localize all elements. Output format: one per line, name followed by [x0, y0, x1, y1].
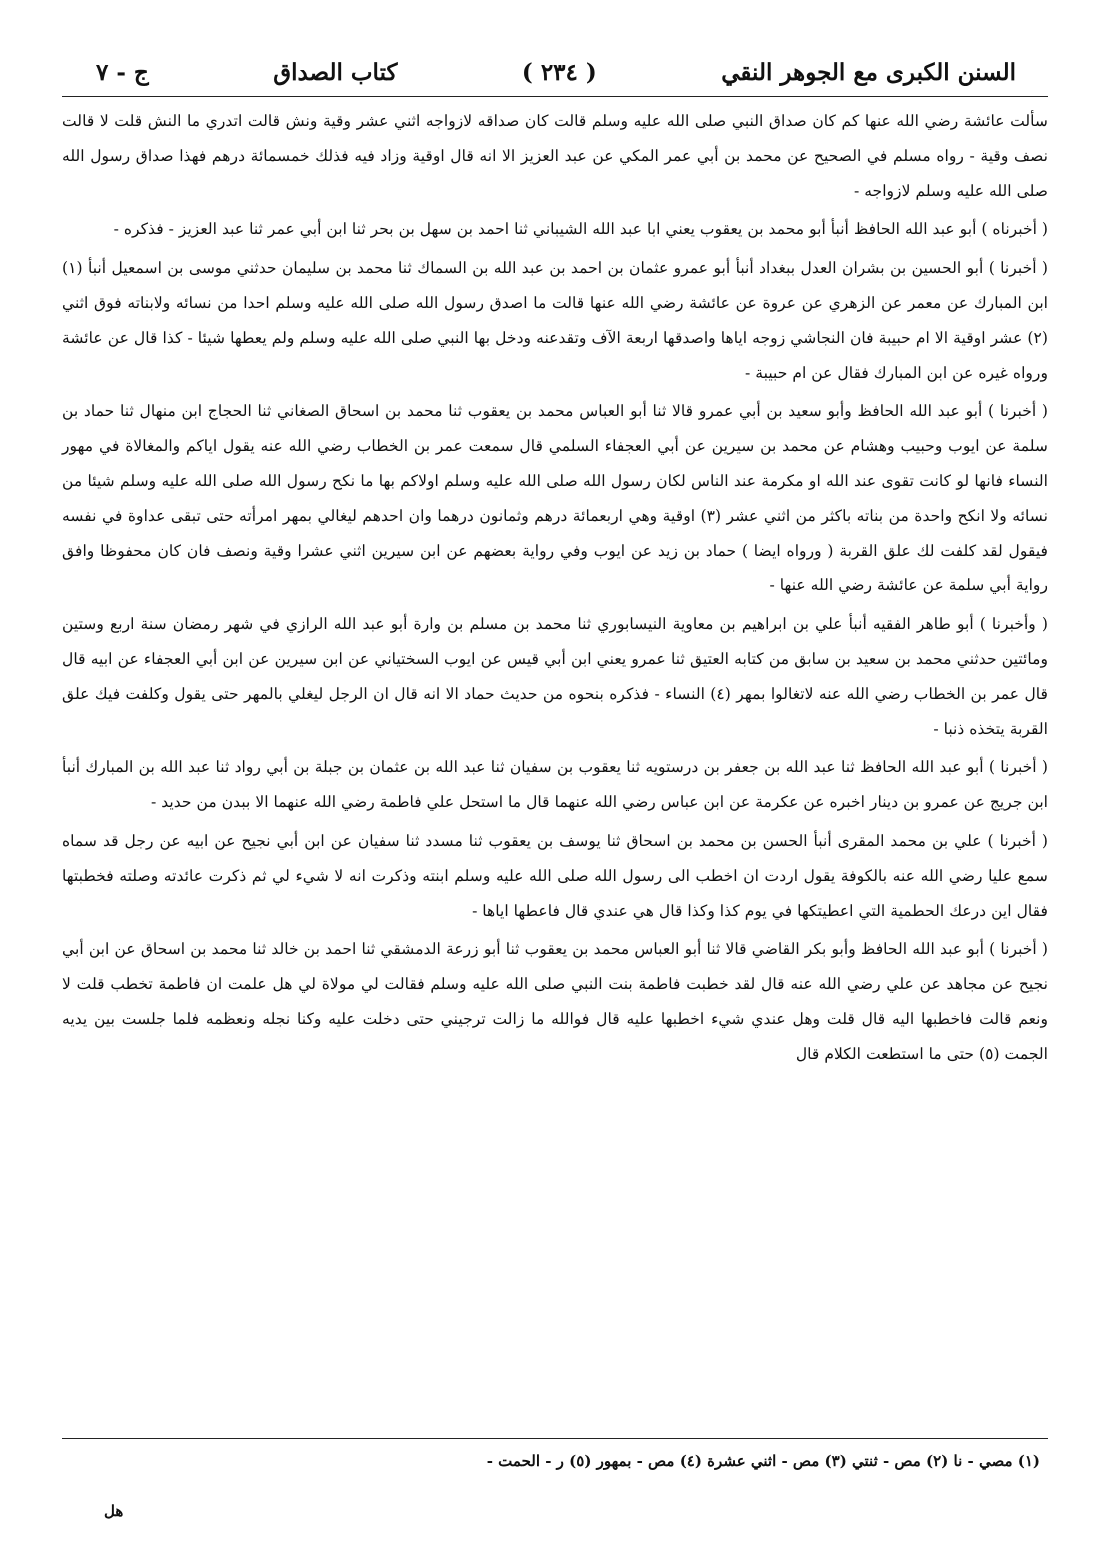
paragraph: سألت عائشة رضي الله عنها كم كان صداق النبي صلى الله عليه وسلم قالت كان صداقه لازواجه اثني عشر وقية ونش قالت اتدري ما النش قلت لا قالت نصف وقية - رواه مسلم في الصحيح عن محمد بن أبي عمر المكي عن عبد العزيز الا انه قال اوقية وزاد فيه فذلك خمسمائة درهم فهذا صداق رسول الله صلى الله عليه وسلم لازواجه -: [62, 112, 1048, 200]
paragraph: ( أخبرنا ) أبو الحسين بن بشران العدل ببغداد أنبأ أبو عمرو عثمان بن احمد بن عبد الله بن السماك ثنا محمد بن سليمان حدثني موسى بن اسمعيل أنبأ (١) ابن المبارك عن معمر عن الزهري عن عروة عن عائشة رضي الله عنها قالت ما اصدق رسول الله صلى الله عليه وسلم احدا من نسائه ولابناته فوق اثني (٢) عشر اوقية الا ام حبيبة فان النجاشي زوجه اياها واصدقها اربعة الآف وتقدعنه ودخل بها النبي صلى الله عليه وسلم ولم يعطها شيئا - كذا قال عن عائشة ورواه غيره عن ابن المبارك فقال عن ام حبيبة -: [62, 259, 1048, 382]
paragraph: ( أخبرنا ) علي بن محمد المقرى أنبأ الحسن بن محمد بن اسحاق ثنا يوسف بن يعقوب ثنا مسدد ثنا سفيان عن ابن أبي نجيح عن ابيه عن رجل قد سماه سمع عليا رضي الله عنه بالكوفة يقول اردت ان اخطب الى رسول الله صلى الله عليه وسلم ابنته وذكرت انه لا شيء لي ثم ذكرت عائدته وصلته فخطبتها فقال اين درعك الحطمية التي اعطيتكها في يوم كذا وكذا قال هي عندي قال فاعطها اياها -: [62, 831, 1048, 920]
page-number: ( ٢٣٤ ): [521, 58, 597, 86]
book-title: السنن الكبرى مع الجوهر النقي: [721, 58, 1016, 86]
footnote-divider: [62, 1438, 1048, 1439]
catchword: هل: [104, 1502, 124, 1520]
chapter-title: كتاب الصداق: [273, 58, 398, 86]
paragraph: ( أخبرنا ) أبو عبد الله الحافظ وأبو سعيد بن أبي عمرو قالا ثنا أبو العباس محمد بن يعقوب ثنا محمد بن اسحاق الصغاني ثنا الحجاج ابن منهال ثنا حماد بن سلمة عن ايوب وحبيب وهشام عن محمد بن سيرين عن أبي العجفاء السلمي قال سمعت عمر بن الخطاب رضي الله عنه يقول اياكم والمغالاة في مهور النساء فانها لو كانت تقوى عند الله او مكرمة عند الناس لكان رسول الله صلى الله عليه وسلم اولاكم بها ما نكح رسول الله صلى الله عليه وسلم شيئا من نسائه ولا انكح واحدة من بناته باكثر من اثني عشر (٣) اوقية وهي اربعمائة درهم وثمانون درهما وان احدهم ليغالي بمهر امرأته حتى تبقى عداوة في نفسه فيقول لقد كلفت لك علق القربة ( ورواه ايضا ) حماد بن زيد عن ايوب وفي رواية بعضهم عن ابن سيرين اثني عشرا وقية ونصف فان كان محفوظا وافق رواية أبي سلمة عن عائشة رضي الله عنها -: [62, 402, 1049, 595]
main-text: [62, 104, 1048, 1072]
header-divider: [62, 96, 1048, 97]
paragraph: ( أخبرناه ) أبو عبد الله الحافظ أنبأ أبو محمد بن يعقوب يعني ابا عبد الله الشيباني ثنا احمد بن سهل بن بحر ثنا ابن أبي عمر ثنا عبد العزيز - فذكره -: [113, 220, 1048, 239]
footnotes: (١) مصي - نا (٢) مص - ثنتي (٣) مص - اثني عشرة (٤) مص - بمهور (٥) ر - الحمت -: [486, 1452, 1040, 1470]
volume-number: ج - ٧: [96, 58, 149, 86]
paragraph: ( أخبرنا ) أبو عبد الله الحافظ وأبو بكر القاضي قالا ثنا أبو العباس محمد بن يعقوب ثنا أبو زرعة الدمشقي ثنا احمد بن خالد ثنا محمد بن اسحاق عن ابن أبي نجيح عن مجاهد عن علي رضي الله عنه قال لقد خطبت فاطمة بنت النبي صلى الله عليه وسلم فقالت لي مولاة لي هل علمت ان فاطمة تخطب قلت لا ونعم قالت فاخطبها اليه قال قلت وهل عندي شيء اخطبها عليه قال فوالله ما زالت ترجيني حتى دخلت عليه وكنا نجله ونعظمه فلما جلست بين يديه الجمت (٥) حتى ما استطعت الكلام قال: [62, 940, 1048, 1063]
running-header: [96, 52, 1016, 92]
paragraph: ( وأخبرنا ) أبو طاهر الفقيه أنبأ علي بن ابراهيم بن معاوية النيسابوري ثنا محمد بن مسلم بن وارة أبو عبد الله الرازي في شهر رمضان سنة اربع وستين ومائتين حدثني محمد بن سعيد بن سابق من كتابه العتيق ثنا عمرو يعني ابن أبي قيس عن ايوب السختياني عن ابن سيرين عن ابن أبي العجفاء عن ابيه قال قال عمر بن الخطاب رضي الله عنه لاتغالوا بمهر (٤) النساء - فذكره بنحوه من حديث حماد الا انه قال ان الرجل ليغلي بالمهر حتى يقول وكلفت فيك علق القربة يتخذه ذنبا -: [62, 615, 1049, 738]
paragraph: ( أخبرنا ) أبو عبد الله الحافظ ثنا عبد الله بن جعفر بن درستويه ثنا يعقوب بن سفيان ثنا عبد الله بن عثمان بن جبلة بن أبي رواد ثنا عبد الله بن المبارك أنبأ ابن جريج عن عمرو بن دينار اخبره عن عكرمة عن ابن عباس رضي الله عنهما قال ما استحل علي فاطمة رضي الله عنهما الا ببدن من حديد -: [62, 758, 1048, 812]
